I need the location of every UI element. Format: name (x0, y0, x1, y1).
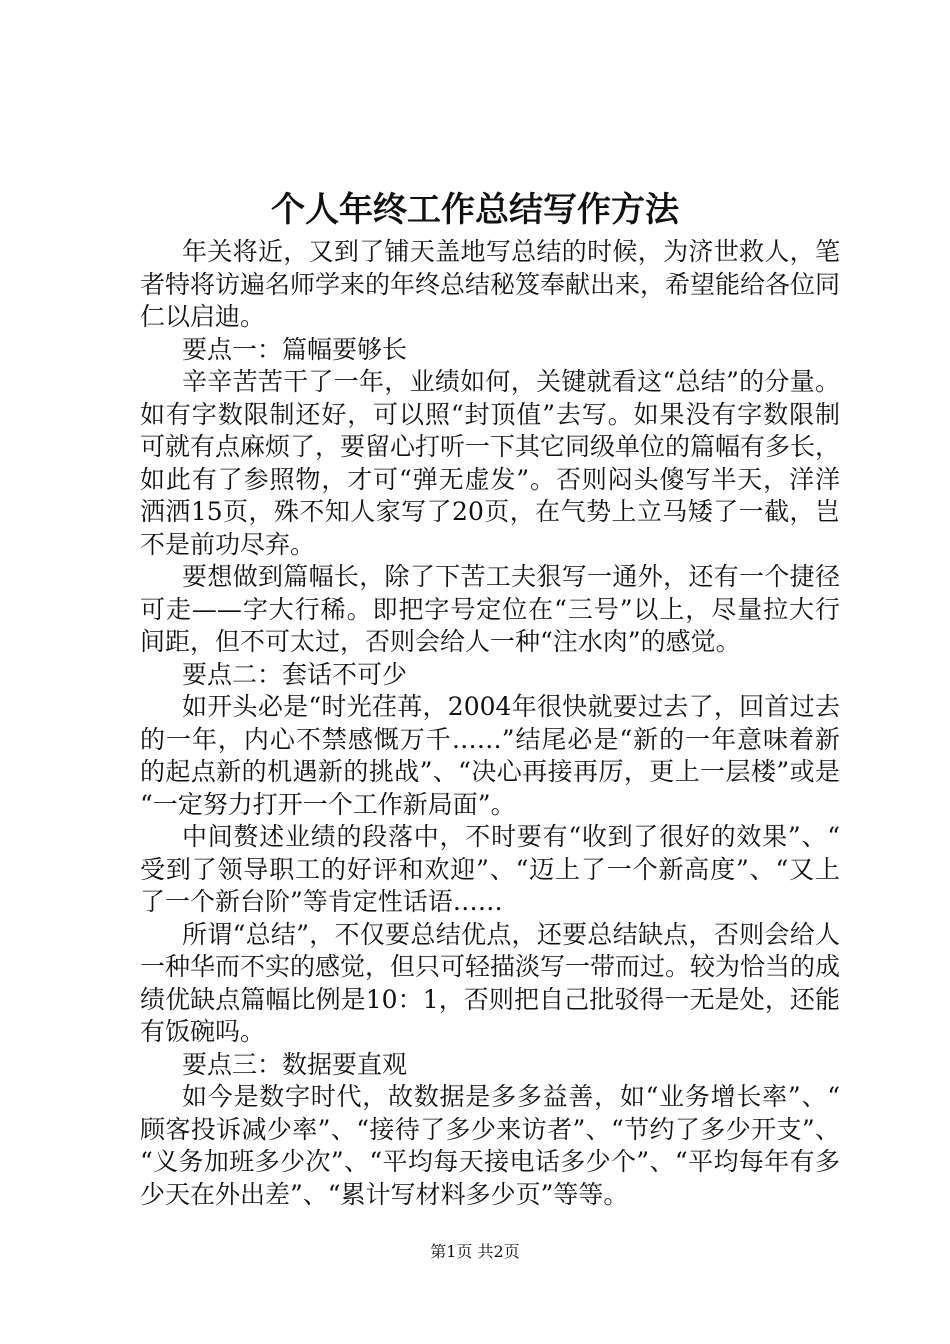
body-paragraph: 如今是数字时代，故数据是多多益善，如“业务增长率”、“顾客投诉减少率”、“接待了多少来访者”、“节约了多少开支”、“义务加班多少次”、“平均每天接电话多少个”、“平均每年有多少天在外出差”、“累计写材料多少页”等等。 (140, 1082, 840, 1209)
body-paragraph: 如开头必是“时光荏苒，2004年很快就要过去了，回首过去的一年，内心不禁感慨万千……”结尾必是“新的一年意味着新的起点新的机遇新的挑战”、“决心再接再厉，更上一层楼”或是“一定努力打开一个工作新局面”。 (140, 692, 840, 819)
body-paragraph: 所谓“总结”，不仅要总结优点，还要总结缺点，否则会给人一种华而不实的感觉，但只可轻描淡写一带而过。较为恰当的成绩优缺点篇幅比例是10：1，否则把自己批驳得一无是处，还能有饭碗吗。 (140, 919, 841, 1046)
document-title: 个人年终工作总结写作方法 (271, 190, 679, 230)
body-paragraph: 中间赘述业绩的段落中，不时要有“收到了很好的效果”、“受到了领导职工的好评和欢迎”、“迈上了一个新高度”、“又上了一个新台阶”等肯定性话语…… (140, 822, 840, 916)
section-heading-2: 要点二：套话不可少 (182, 659, 408, 689)
body-paragraph: 要想做到篇幅长，除了下苦工夫狠写一通外，还有一个捷径可走——字大行稀。即把字号定位在“三号”以上，尽量拉大行间距，但不可太过，否则会给人一种“注水肉”的感觉。 (140, 562, 840, 656)
page-footer: 第1页 共2页 (430, 1242, 520, 1261)
body-paragraph: 辛辛苦苦干了一年，业绩如何，关键就看这“总结”的分量。如有字数限制还好，可以照“封顶值”去写。如果没有字数限制可就有点麻烦了，要留心打听一下其它同级单位的篇幅有多长，如此有了参照物，才可“弹无虚发”。否则闷头傻写半天，洋洋洒洒15页，殊不知人家写了20页，在气势上立马矮了一截，岂不是前功尽弃。 (140, 367, 841, 559)
section-heading-3: 要点三：数据要直观 (182, 1049, 408, 1079)
section-heading-1: 要点一：篇幅要够长 (182, 334, 408, 364)
document-body (140, 236, 840, 1211)
intro-paragraph: 年关将近，又到了铺天盖地写总结的时候，为济世救人，笔者特将访遍名师学来的年终总结秘笈奉献出来，希望能给各位同仁以启迪。 (140, 237, 841, 331)
